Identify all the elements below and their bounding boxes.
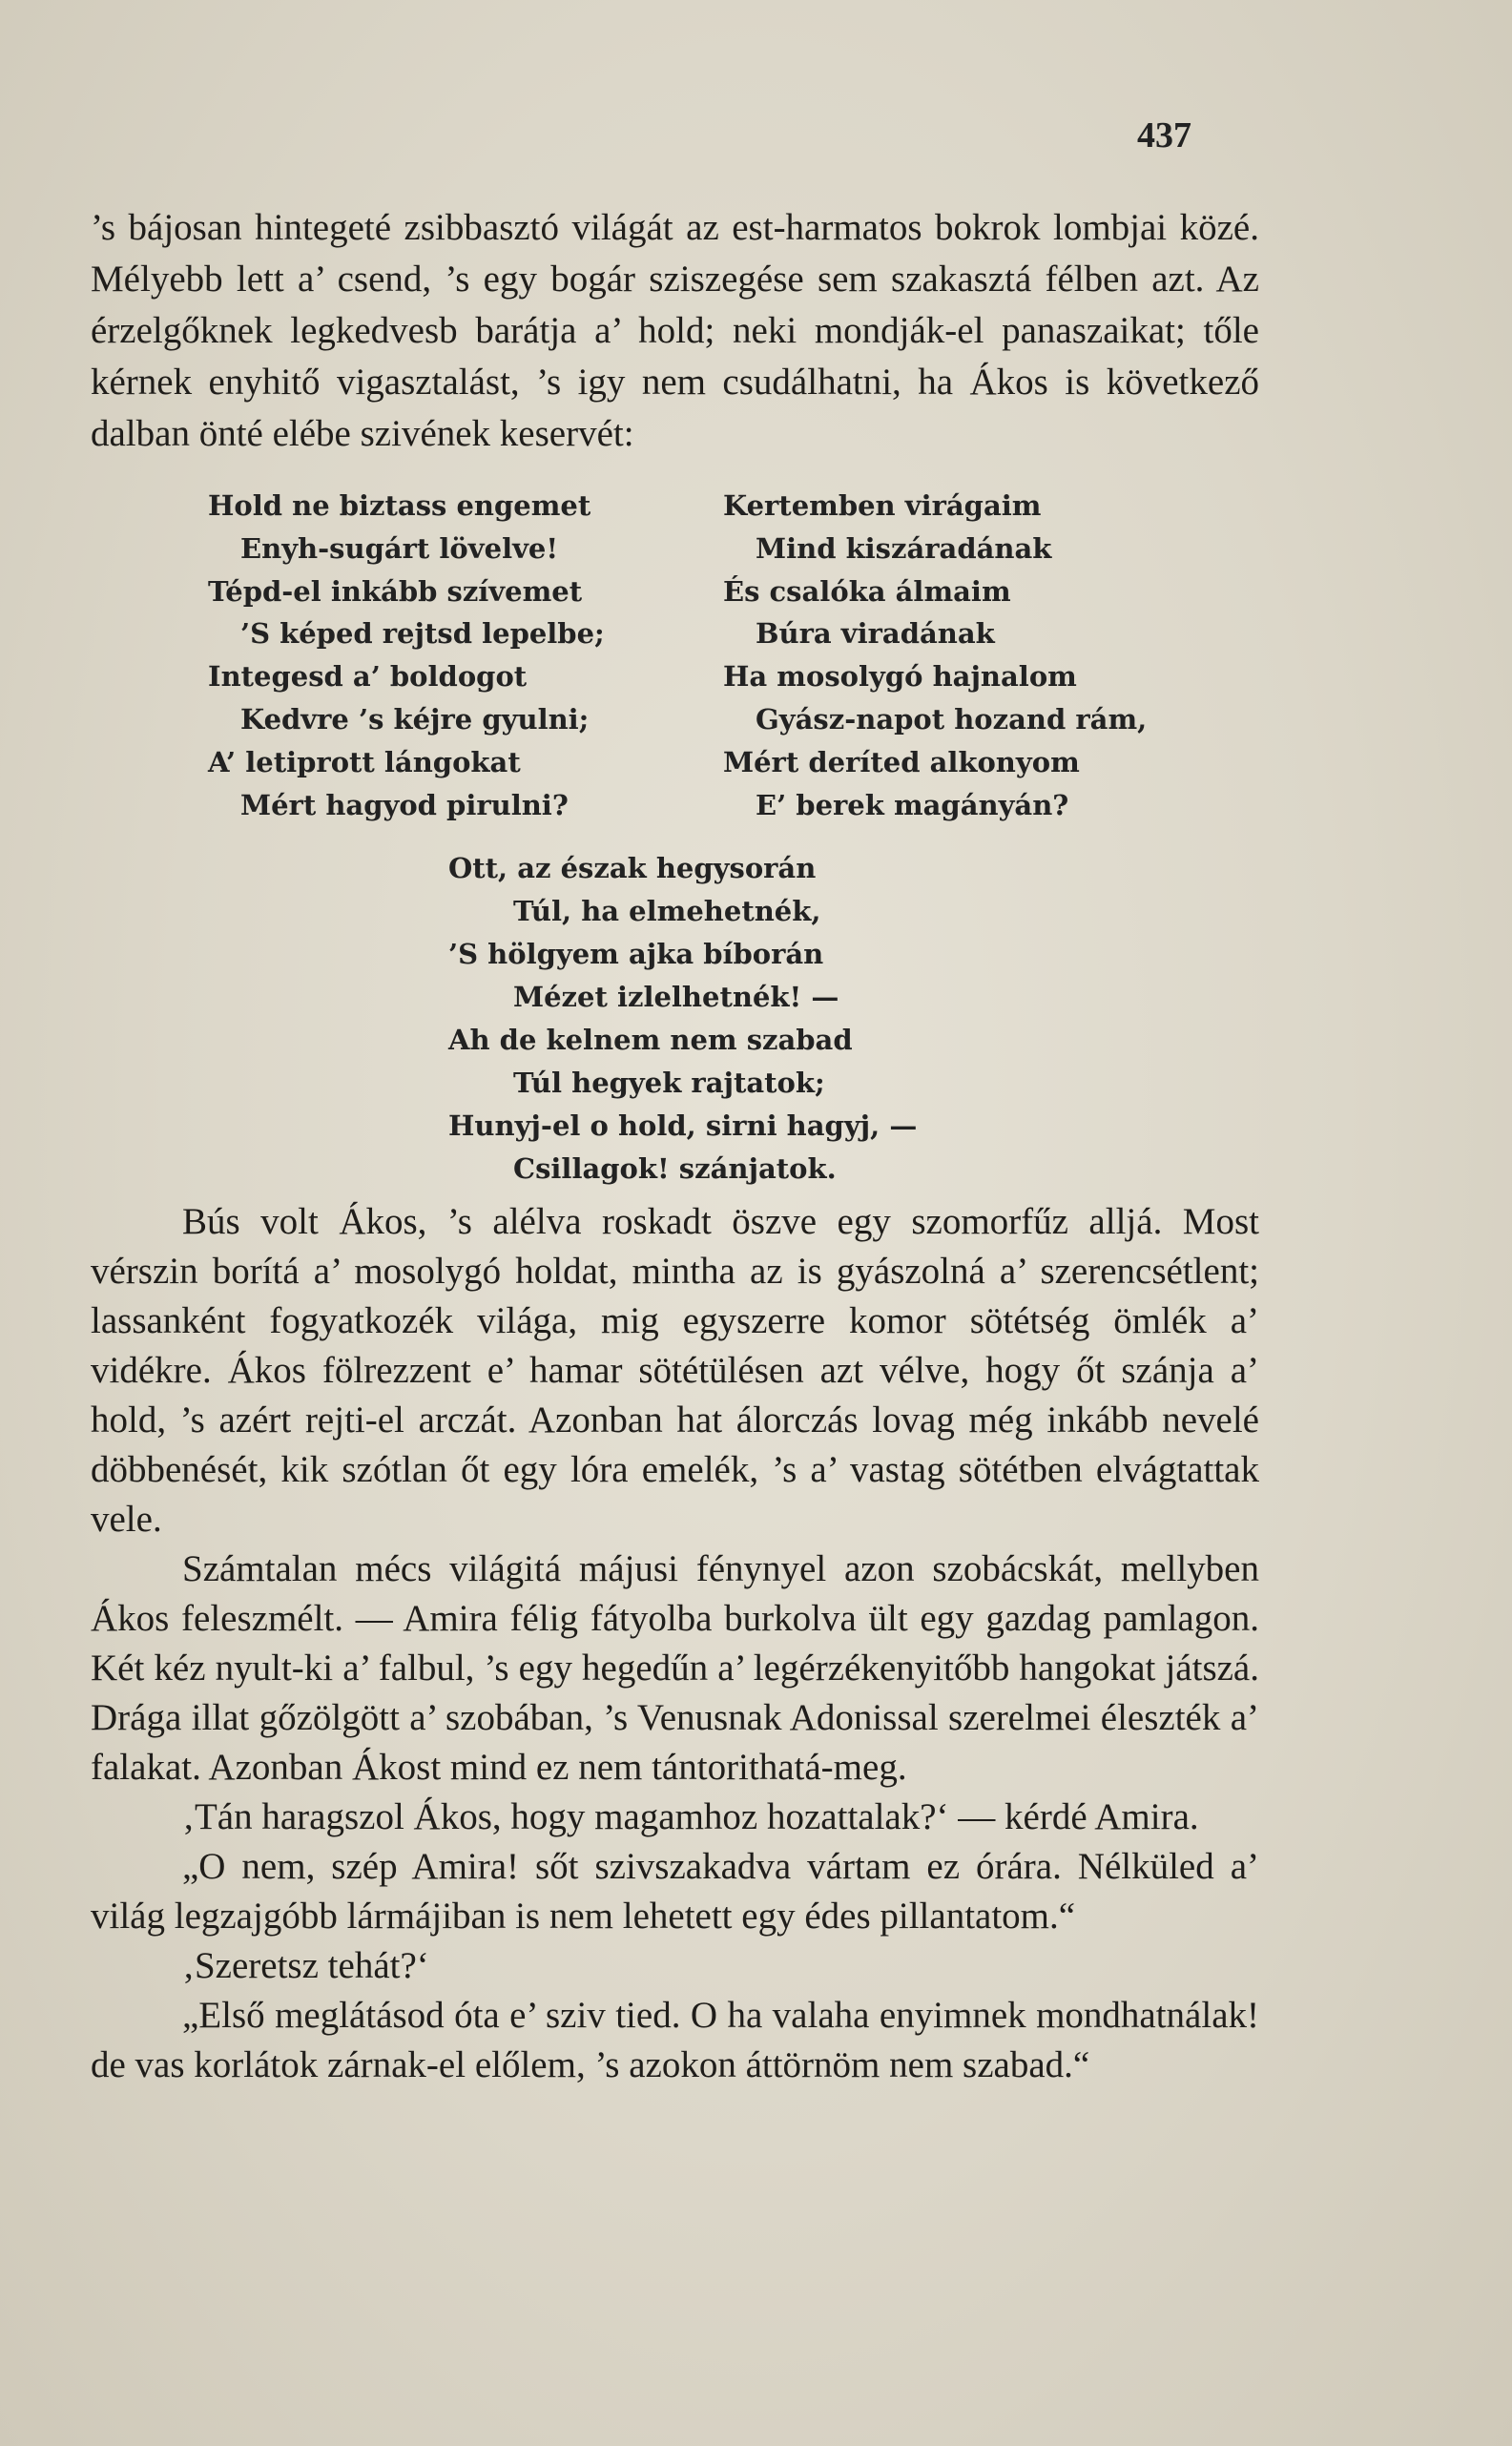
paragraph: „Első meglátásod óta e’ sziv tied. O ha valaha enyimnek mondhatnálak! de vas korlátok zárnak-el előlem, ’s azokon áttörnöm nem szabad.“ [91, 1995, 1259, 2085]
poem-line: Kedvre ’s kéjre gyulni; [240, 702, 590, 736]
poem-line: Gyász-napot hozand rám, [756, 702, 1148, 736]
poem-stanza-center [448, 847, 917, 1191]
poem-line: ’S hölgyem ajka bíborán [448, 938, 824, 970]
poem-line: Ah de kelnem nem szabad [448, 1024, 853, 1056]
poem-line: Hunyj-el o hold, sirni hagyj, — [448, 1109, 918, 1142]
page-number: 437 [1137, 115, 1191, 155]
body-text [91, 1197, 1259, 2090]
poem-line: Búra viradának [756, 617, 995, 651]
paragraph: ‚Szeretsz tehát?‘ [182, 1945, 429, 1986]
intro-paragraph [91, 202, 1259, 460]
poem-line: Ha mosolygó hajnalom [723, 660, 1077, 694]
poem-line: Enyh-sugárt lövelve! [240, 531, 559, 565]
poem-line: A’ letiprott lángokat [208, 745, 521, 778]
poem-line: Túl, ha elmehetnék, [513, 895, 821, 927]
poem-stanza-left [208, 485, 605, 826]
paragraph: ‚Tán haragszol Ákos, hogy magamhoz hozattalak?‘ — kérdé Amira. [182, 1796, 1199, 1837]
poem-line: Mind kiszáradának [756, 531, 1052, 565]
poem-line: Ott, az észak hegysorán [448, 852, 817, 884]
poem-line: Csillagok! szánjatok. [513, 1152, 837, 1185]
poem-line: Hold ne biztass engemet [208, 489, 591, 522]
poem-stanza-right [723, 485, 1147, 826]
poem-line: Mézet izlelhetnék! — [513, 981, 839, 1013]
paragraph: „O nem, szép Amira! sőt szivszakadva vártam ez órára. Nélküled a’ világ legzajgóbb lármájiban is nem lehetett egy édes pillantatom.“ [91, 1846, 1259, 1937]
paragraph: Számtalan mécs világitá májusi fénynyel azon szobácskát, mellyben Ákos feleszmélt. — Amira félig fátyolba burkolva ült egy gazdag pamlagon. Két kéz nyult-ki a’ falbul, ’s egy hegedűn a’ legérzékenyitőbb hangokat játszá. Drága illat gőzölgött a’ szobában, ’s Venusnak Adonissal szerelmei éleszték a’ falakat. Azonban Ákost mind ez nem tántorithatá-meg. [91, 1548, 1259, 1788]
poem-line: ’S képed rejtsd lepelbe; [240, 617, 605, 651]
poem-line: Integesd a’ boldogot [208, 660, 528, 694]
poem-line: Kertemben virágaim [723, 489, 1042, 522]
intro-text: ’s bájosan hintegeté zsibbasztó világát az est-harmatos bokrok lombjai közé. Mélyebb lett a’ csend, ’s egy bogár sziszegése sem szakasztá félben azt. Az érzelgőknek legkedvesb barátja a’ hold; neki mondják-el panaszaikat; tőle kérnek enyhitő vigasztalást, ’s igy nem csudálhatni, ha Ákos is következő dalban önté elébe szivének keservét: [91, 207, 1259, 454]
paragraph: Bús volt Ákos, ’s alélva roskadt öszve egy szomorfűz alljá. Most vérszin borítá a’ mosolygó holdat, mintha az is gyászolná a’ szerencsétlent; lassanként fogyatkozék világa, mig egyszerre komor sötétség ömlék a’ vidékre. Ákos fölrezzent e’ hamar sötétülésen azt vélve, hogy őt szánja a’ hold, ’s azért rejti-el arczát. Azonban hat álorczás lovag még inkább nevelé döbbenését, kik szótlan őt egy lóra emelék, ’s a’ vastag sötétben elvágtattak vele. [91, 1201, 1259, 1540]
poem-line: Túl hegyek rajtatok; [513, 1067, 825, 1099]
poem-line: E’ berek magányán? [756, 788, 1069, 821]
poem-line: Mért hagyod pirulni? [240, 788, 569, 821]
poem-line: Tépd-el inkább szívemet [208, 574, 583, 608]
poem-line: Mért deríted alkonyom [723, 745, 1080, 778]
poem-line: És csalóka álmaim [723, 574, 1011, 608]
